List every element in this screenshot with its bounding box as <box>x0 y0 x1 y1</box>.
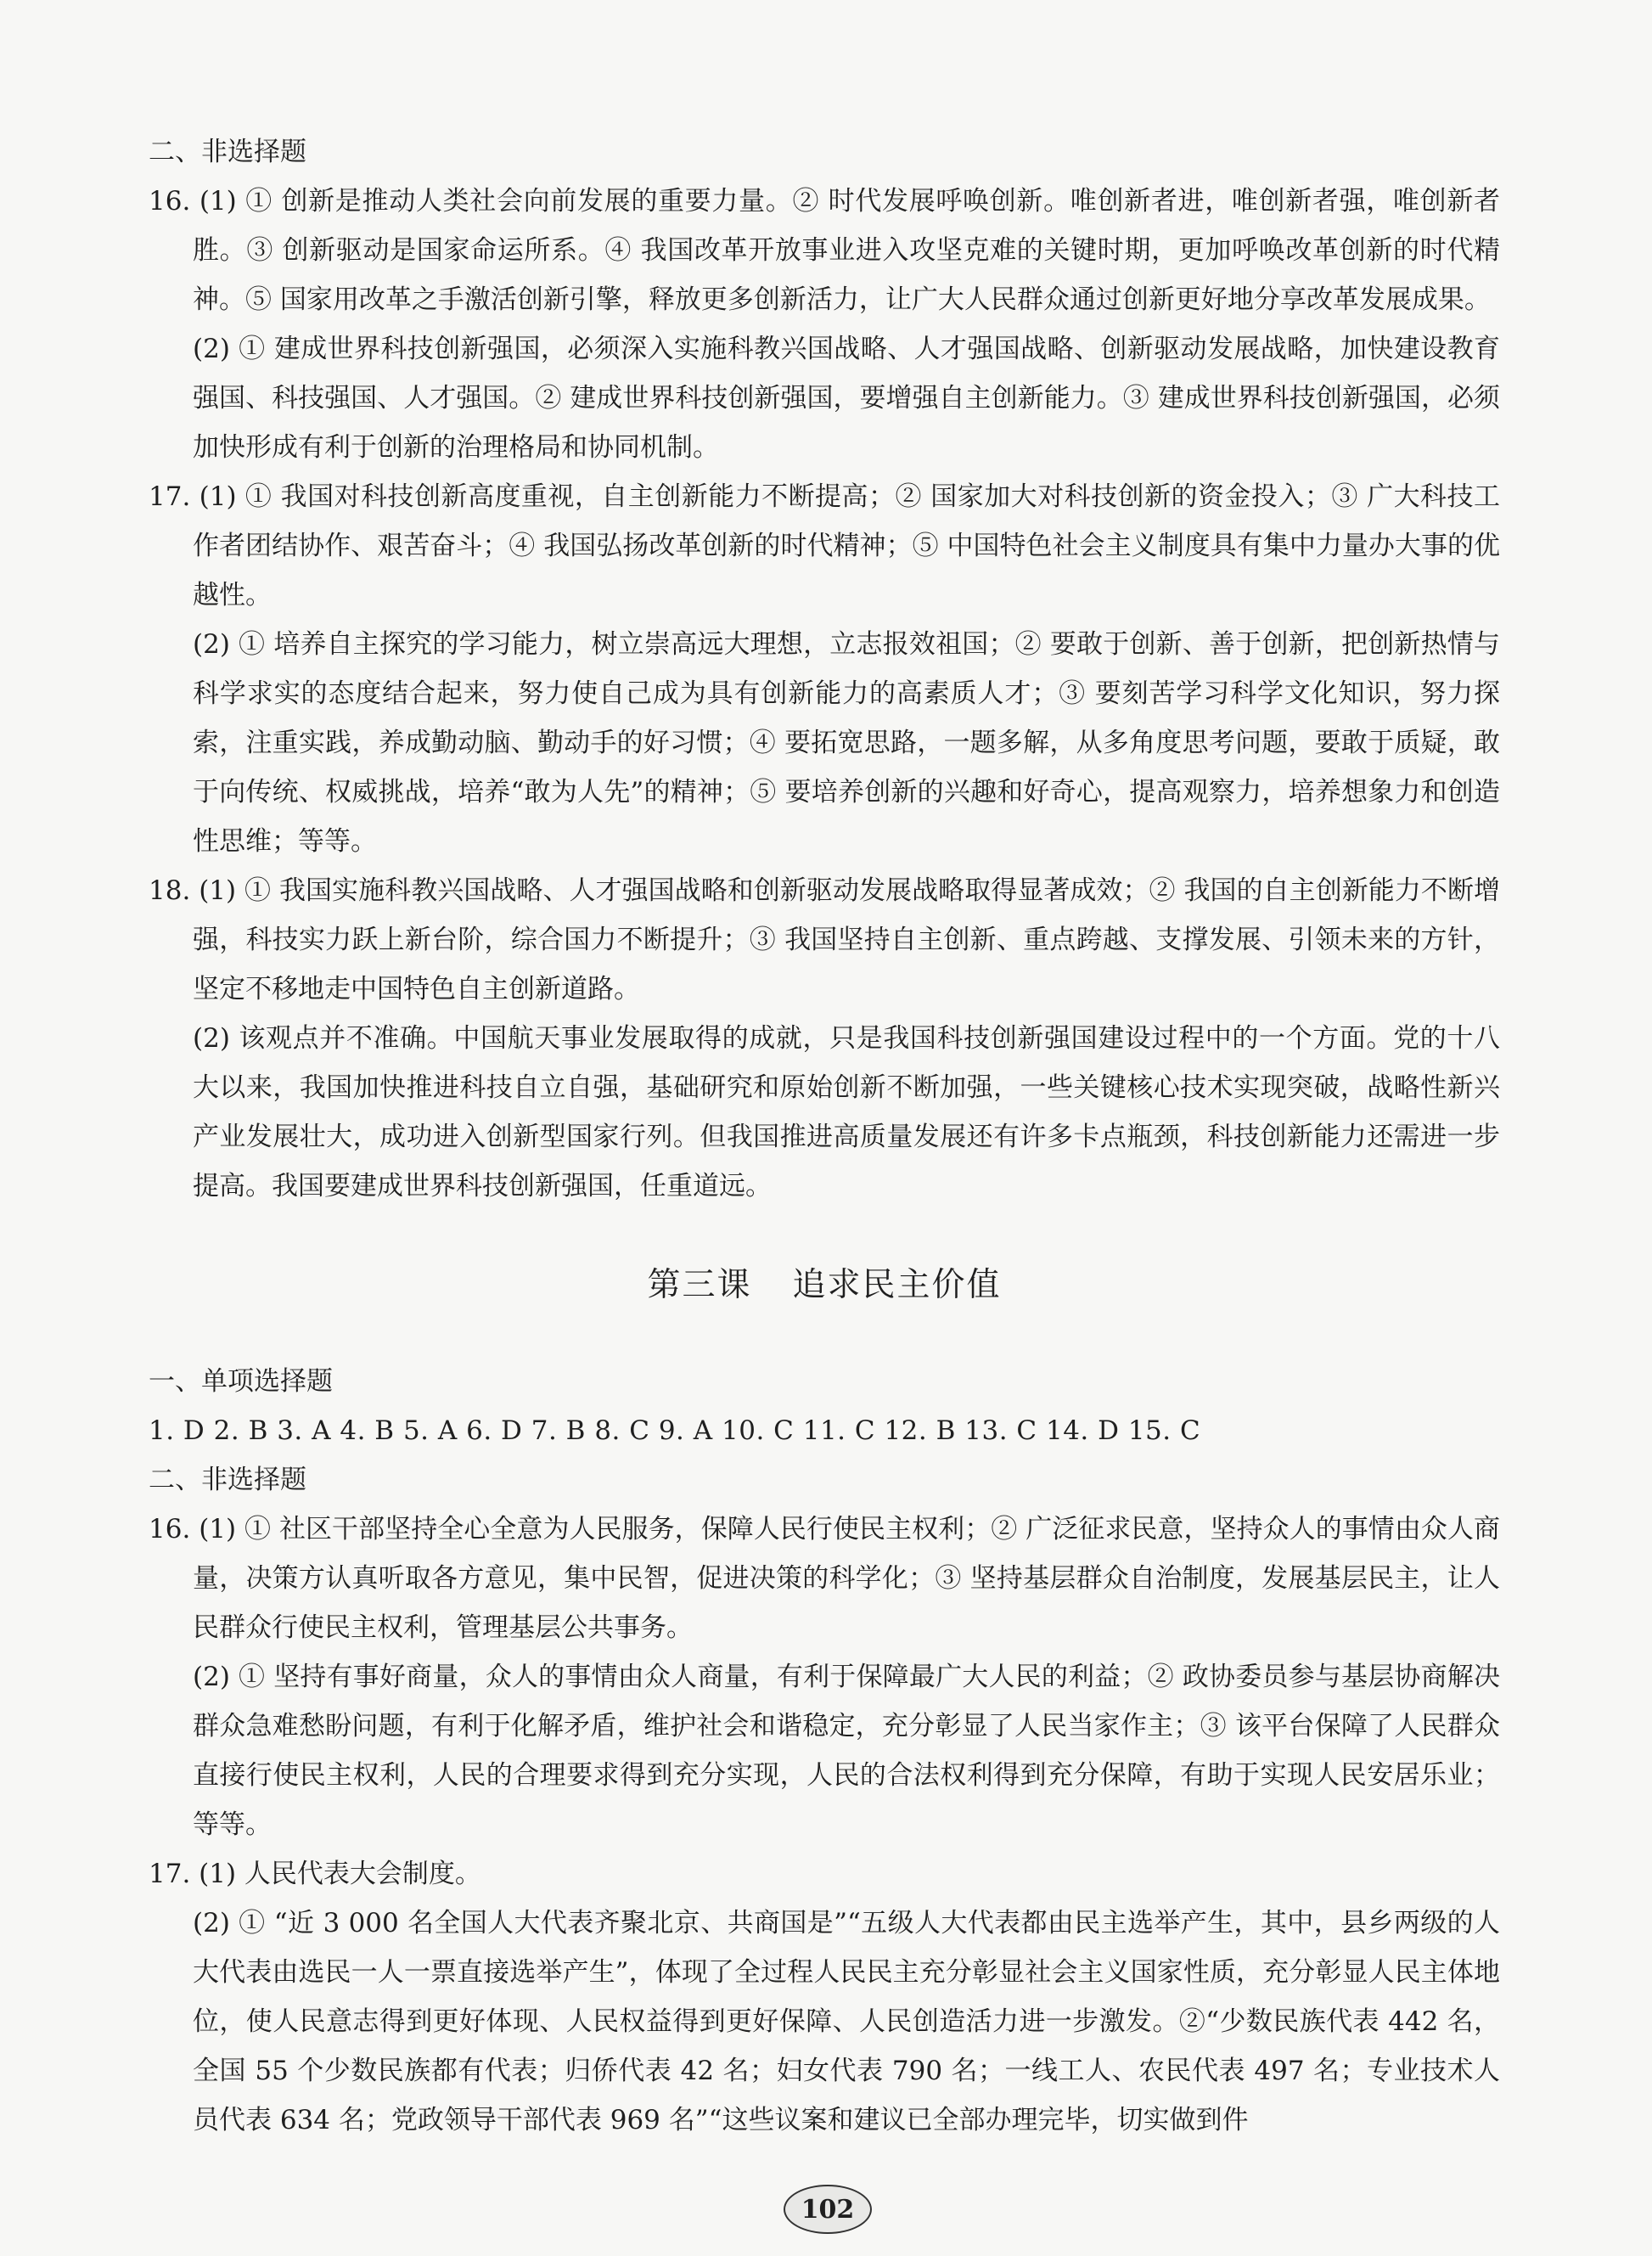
page-number-badge <box>784 2185 872 2234</box>
lesson-title <box>149 1260 1500 1311</box>
section-heading-nonchoice: 二、非选择题 <box>149 137 306 167</box>
section-heading-nonchoice-2: 二、非选择题 <box>149 1465 306 1495</box>
document-body <box>149 127 1500 2145</box>
answer-q16-part1: 16. (1) ① 创新是推动人类社会向前发展的重要力量。② 时代发展呼唤创新。唯创新者进，唯创新者强，唯创新者胜。③ 创新驱动是国家命运所系。④ 我国改革开放事业进入攻坚克难的关键时期，更加呼唤改革创新的时代精神。⑤ 国家用改革之手激活创新引擎，释放更多创新活力，让广大人民群众通过创新更好地分享改革发展成果。 <box>149 186 1500 315</box>
answer-q18-part1: 18. (1) ① 我国实施科教兴国战略、人才强国战略和创新驱动发展战略取得显著成效；② 我国的自主创新能力不断增强，科技实力跃上新台阶，综合国力不断提升；③ 我国坚持自主创新、重点跨越、支撑发展、引领未来的方针，坚定不移地走中国特色自主创新道路。 <box>149 875 1500 1004</box>
lesson3-answer-q17-part2: (2) ① “近 3 000 名全国人大代表齐聚北京、共商国是”“五级人大代表都由民主选举产生，其中，县乡两级的人大代表由选民一人一票直接选举产生”，体现了全过程人民民主充分彰显社会主义国家性质，充分彰显人民主体地位，使人民意志得到更好体现、人民权益得到更好保障、人民创造活力进一步激发。②“少数民族代表 442 名，全国 55 个少数民族都有代表；归侨代表 42 名；妇女代表 790 名；一线工人、农民代表 497 名；专业技术人员代表 634 名；党政领导干部代表 969 名”“这些议案和建议已全部办理完毕，切实做到件 <box>193 1908 1500 2135</box>
lesson3-answer-q16-part2: (2) ① 坚持有事好商量，众人的事情由众人商量，有利于保障最广大人民的利益；② 政协委员参与基层协商解决群众急难愁盼问题，有利于化解矛盾，维护社会和谐稳定，充分彰显了人民当家作主；③ 该平台保障了人民群众直接行使民主权利，人民的合理要求得到充分实现，人民的合法权利得到充分保障，有助于实现人民安居乐业；等等。 <box>193 1662 1500 1840</box>
answer-q17-part1: 17. (1) ① 我国对科技创新高度重视，自主创新能力不断提高；② 国家加大对科技创新的资金投入；③ 广大科技工作者团结协作、艰苦奋斗；④ 我国弘扬改革创新的时代精神；⑤ 中国特色社会主义制度具有集中力量办大事的优越性。 <box>149 481 1500 610</box>
section-heading-single-choice: 一、单项选择题 <box>149 1366 333 1397</box>
lesson-name: 追求民主价值 <box>792 1266 1002 1304</box>
answer-q18-part2: (2) 该观点并不准确。中国航天事业发展取得的成就，只是我国科技创新强国建设过程中的一个方面。党的十八大以来，我国加快推进科技自立自强，基础研究和原始创新不断加强，一些关键核心技术实现突破，战略性新兴产业发展壮大，成功进入创新型国家行列。但我国推进高质量发展还有许多卡点瓶颈，科技创新能力还需进一步提高。我国要建成世界科技创新强国，任重道远。 <box>193 1023 1500 1201</box>
answer-q17-part2: (2) ① 培养自主探究的学习能力，树立崇高远大理想，立志报效祖国；② 要敢于创新、善于创新，把创新热情与科学求实的态度结合起来，努力使自己成为具有创新能力的高素质人才；③ 要刻苦学习科学文化知识，努力探索，注重实践，养成勤动脑、勤动手的好习惯；④ 要拓宽思路，一题多解，从多角度思考问题，要敢于质疑，敢于向传统、权威挑战，培养“敢为人先”的精神；⑤ 要培养创新的兴趣和好奇心，提高观察力，培养想象力和创造性思维；等等。 <box>193 629 1500 857</box>
answer-q16-part2: (2) ① 建成世界科技创新强国，必须深入实施科教兴国战略、人才强国战略、创新驱动发展战略，加快建设教育强国、科技强国、人才强国。② 建成世界科技创新强国，要增强自主创新能力。③ 建成世界科技创新强国，必须加快形成有利于创新的治理格局和协同机制。 <box>193 334 1500 463</box>
lesson3-answer-q17-part1: 17. (1) 人民代表大会制度。 <box>149 1859 481 1889</box>
choice-answer-key: 1. D 2. B 3. A 4. B 5. A 6. D 7. B 8. C 9. A 10. C 11. C 12. B 13. C 14. D 15. C <box>149 1415 1201 1446</box>
lesson3-answer-q16-part1: 16. (1) ① 社区干部坚持全心全意为人民服务，保障人民行使民主权利；② 广泛征求民意，坚持众人的事情由众人商量，决策方认真听取各方意见，集中民智，促进决策的科学化；③ 坚持基层群众自治制度，发展基层民主，让人民群众行使民主权利，管理基层公共事务。 <box>149 1514 1500 1643</box>
page-number: 102 <box>801 2194 855 2225</box>
lesson-number: 第三课 <box>647 1266 752 1304</box>
